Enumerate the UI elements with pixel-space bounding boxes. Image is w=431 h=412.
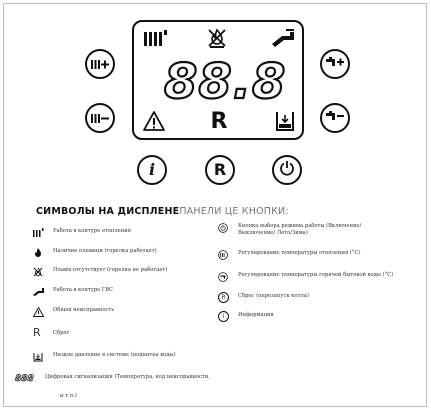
heating-radiator-icon: [143, 29, 169, 47]
dhw-minus-button[interactable]: [320, 103, 350, 133]
legend-item: [218, 293, 398, 302]
hot-water-tap-icon: [270, 28, 296, 48]
hot-water-tap-icon: [33, 287, 47, 296]
legend-item: [33, 228, 183, 237]
legend-item-text: Регулирование температуры горячей бытовой воды (°C): [238, 272, 394, 278]
legend-item-text: Информация: [238, 312, 274, 318]
legend-item: [33, 327, 183, 339]
digit-display: 88.8: [164, 54, 287, 110]
legend-item-text: Сброс: [53, 330, 70, 336]
reset-button-icon-label: R: [218, 292, 229, 303]
legend-item-text: Пламя отсутствует (горелка не работает): [53, 267, 168, 273]
legend-item: [33, 352, 183, 361]
info-button-label: i: [148, 160, 156, 179]
power-icon: [279, 160, 295, 180]
low-pressure-icon: [33, 352, 47, 361]
legend-item-text: Работа в контуре отопления: [53, 228, 131, 234]
legend-item: [33, 267, 183, 276]
legend-item-text: Регулирование температуры отопления (°C): [238, 250, 361, 256]
legend-item-text: Низкое давление в системе (подпитка воды): [53, 352, 176, 358]
legend-item-text: Наличие пламени (горелка работает): [53, 248, 157, 254]
digits-icon: 888: [15, 374, 34, 384]
power-button[interactable]: [272, 155, 302, 185]
legend-item-text: Общая неисправность: [53, 307, 115, 313]
legend-title-text: СИМВОЛЫ НА ДИСПЛЕНЕ: [36, 206, 180, 217]
legend-item-text-continued: и т.п.): [60, 393, 77, 399]
legend-item-text: Работа в контуре ГВС: [53, 287, 114, 293]
low-pressure-icon: [274, 110, 296, 132]
heating-plus-button[interactable]: [85, 49, 115, 79]
legend-item: [33, 248, 183, 257]
dhw-minus-icon: [325, 109, 345, 128]
info-button[interactable]: [137, 155, 167, 185]
info-button-icon: [218, 312, 232, 321]
legend-item: [218, 312, 398, 321]
reset-button-label: R: [213, 160, 227, 179]
heating-minus-button[interactable]: [85, 103, 115, 133]
heating-adjust-button-icon: [218, 250, 232, 259]
legend-item: [218, 272, 398, 281]
heating-minus-icon: [90, 109, 110, 128]
warning-icon: [33, 307, 47, 316]
no-flame-icon: [206, 27, 228, 49]
legend-item: [33, 287, 183, 296]
legend-item-text: Сброс (перезапуск котла): [238, 293, 309, 299]
reset-indicator: R: [210, 108, 228, 134]
power-button-icon: [218, 223, 232, 232]
heating-radiator-icon: [33, 228, 47, 237]
heating-plus-icon: [90, 55, 110, 74]
legend-item: [33, 307, 183, 316]
lcd-display: [132, 20, 304, 140]
reset-button-icon: [218, 293, 232, 302]
legend-item: [218, 250, 398, 259]
flame-icon: [33, 248, 47, 257]
legend-item-text: Цифровая сигнализация (Температура, код неисправности,: [45, 374, 210, 380]
no-flame-icon: [33, 267, 47, 276]
dhw-adjust-button-icon: [218, 272, 232, 281]
dhw-plus-button[interactable]: [320, 49, 350, 79]
legend-title-overlap: ПАНЕЛИ ЦЕ КНОПКИ:: [179, 206, 289, 217]
info-button-icon-label: i: [218, 311, 229, 322]
legend-item-text: Кнопка выбора режима работы (Включение/Выключение/ Лето/Зима): [238, 223, 362, 236]
legend-title: [36, 206, 289, 217]
dhw-plus-icon: [325, 55, 345, 74]
reset-button[interactable]: [205, 155, 235, 185]
legend-item: [218, 223, 398, 236]
legend-item: [15, 374, 225, 384]
warning-icon: [142, 110, 166, 132]
reset-icon: R: [33, 326, 41, 339]
